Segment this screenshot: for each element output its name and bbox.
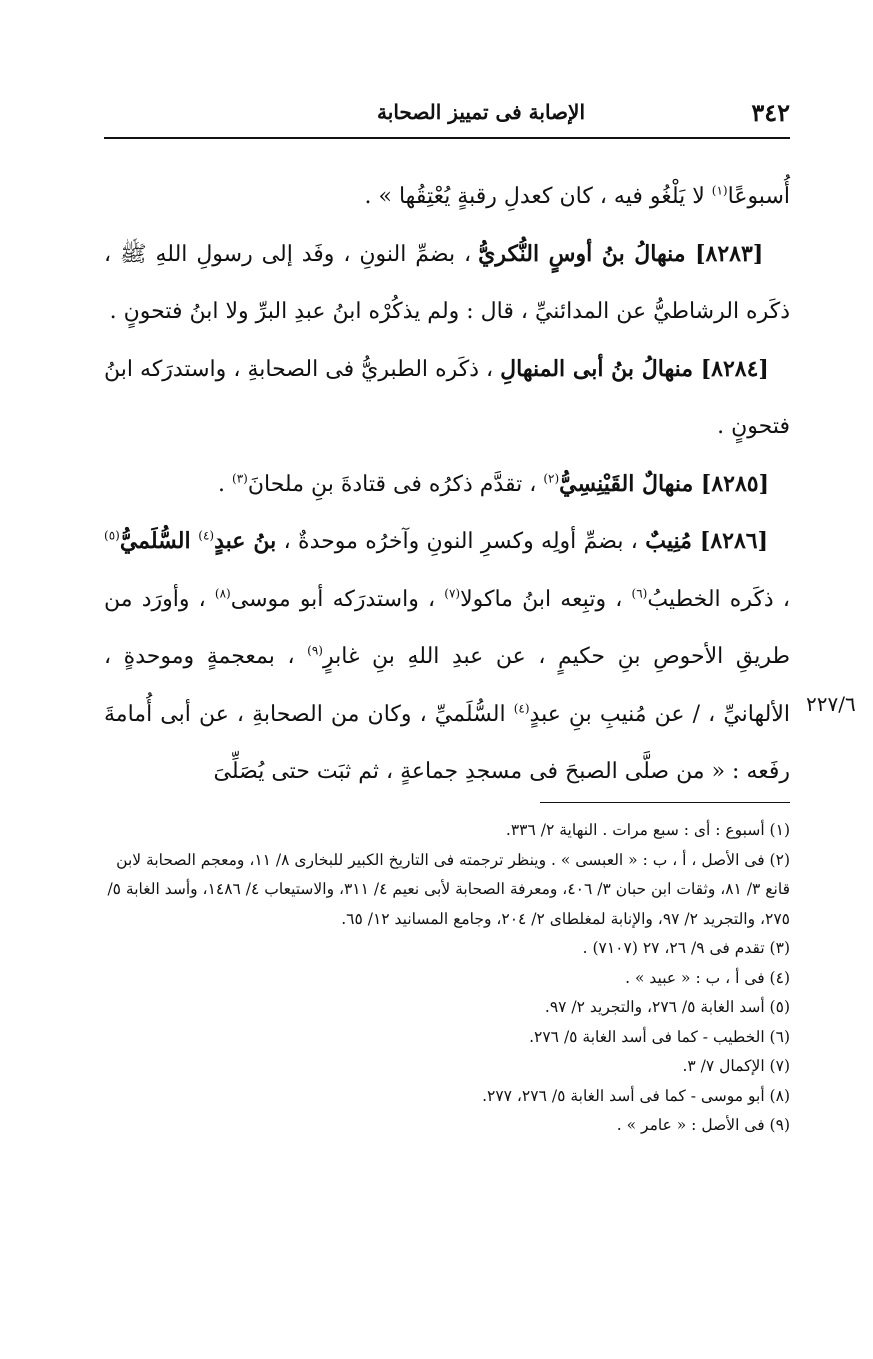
- footnote-ref: (٦): [631, 586, 648, 601]
- footnote-ref: (١): [711, 183, 728, 198]
- footnote: (٦) الخطيب - كما فى أسد الغابة ٥/ ٢٧٦.: [529, 1027, 790, 1046]
- page-number: ٣٤٢: [751, 98, 790, 127]
- footnote-ref: (٤): [513, 701, 530, 716]
- footnote-ref: (٥): [104, 528, 120, 543]
- footnote: (٣) تقدم فى ٩/ ٢٦، ٢٧ (٧١٠٧) .: [582, 939, 790, 957]
- entry-number: [٨٢٨٥]: [700, 470, 770, 497]
- header-rule: [104, 137, 790, 139]
- margin-volume-page-ref: ٢٢٧/٦: [806, 692, 856, 716]
- entry-8285: [٨٢٨٥] منهالٌ القَيْنِسِيُّ$^{(٢)}$ ، تقدَّم ذكرُه فى قتادةَ بنِ ملحانَ$^{(٣)}$ .: [218, 470, 770, 497]
- entry-8283: [٨٢٨٣] منهالُ بنُ أوسٍ النُّكريُّ ، بضمِّ النونِ ، وفَد إلى رسولِ اللهِ ﷺ ، ذكَره الرشاطيُّ عن المدائنيِّ ، قال : ولم يذكُرْه ابنُ عبدِ البرِّ ولا ابنُ فتحونٍ .: [104, 240, 790, 324]
- entry-number: [٨٢٨٦]: [699, 528, 769, 554]
- footnote: (٤) فى أ ، ب : « عبيد » .: [625, 968, 790, 987]
- entry-name: منهالٌ القَيْنِسِيُّ: [559, 470, 701, 497]
- footnote-ref: (٤): [198, 528, 215, 543]
- footnote-ref: (٨): [214, 586, 231, 601]
- footnote: (١) أسبوع : أى : سبع مرات . النهاية ٢/ ٣٣٦.: [505, 821, 790, 839]
- entry-8284: [٨٢٨٤] منهالُ بنُ أبى المنهالِ ، ذكَره الطبريُّ فى الصحابةِ ، واستدرَكه ابنُ فتحونٍ .: [104, 355, 790, 439]
- paragraph-continuation: أُسبوعًا$^{(١)}$ لا يَلْغُو فيه ، كان كعدلِ رقبةٍ يُعْتِقُها » .: [364, 183, 790, 209]
- entry-name: منهالُ بنُ أبى المنهالِ: [500, 355, 701, 382]
- footnote-ref: (٢): [543, 471, 560, 486]
- page-header: [104, 96, 790, 134]
- footnote: (٩) فى الأصل : « عامر » .: [616, 1116, 790, 1134]
- footnote-ref: (٩): [307, 643, 323, 658]
- entry-8286: [٨٢٨٦] مُنِيبٌ ، بضمِّ أولِه وكسرِ النونِ وآخرُه موحدةٌ ، بنُ عبدٍ$^{(٤)}$ السُّلَميُّ$^{(٥)}$ ، ذكَره الخطيبُ$^{(٦)}$ ، وتبِعه ابنُ ماكولا$^{(٧)}$ ، واستدرَكه أبو موسى$^{(٨)}$ ، وأورَد من طريقِ الأحوصِ بنِ حكيمٍ ، عن عبدِ اللهِ بنِ غابرٍ$^{(٩)}$ ، بمعجمةٍ وموحدةٍ ، الألهانيِّ ، / عن مُنيبِ بنِ عبدٍ$^{(٤)}$ السُّلَميِّ ، وكان من الصحابةِ ، عن أبى أُمامةَ رفَعه : « من صلَّى الصبحَ فى مسجدِ جماعةٍ ، ثم ثبَت حتى يُصَلِّىَ: [104, 528, 790, 784]
- entry-name: مُنِيبٌ: [645, 528, 700, 554]
- main-text: [104, 168, 790, 801]
- entry-number: [٨٢٨٣]: [695, 240, 764, 267]
- footnotes: [104, 816, 790, 1141]
- entry-number: [٨٢٨٤]: [700, 355, 769, 382]
- footnote: (٢) فى الأصل ، أ ، ب : « العبسى » . وينظر ترجمته فى التاريخ الكبير للبخارى ٨/ ١١، ومعجم الصحابة لابن قانع ٣/ ٨١، وثقات ابن حبان ٣/ ٤٠٦، ومعرفة الصحابة لأبى نعيم ٤/ ٣١١، والاستيعاب ٤/ ١٤٨٦، وأسد الغابة ٥/ ٢٧٥، والتجريد ٢/ ٩٧، والإنابة لمغلطاى ٢/ ٢٠٤، وجامع المسانيد ١٢/ ٦٥.: [107, 850, 790, 928]
- footnote: (٨) أبو موسى - كما فى أسد الغابة ٥/ ٢٧٦، ٢٧٧.: [482, 1086, 790, 1105]
- running-title: الإصابة فى تمييز الصحابة: [377, 100, 585, 124]
- footnote-ref: (٣): [232, 471, 248, 486]
- footnote-rule: [540, 802, 790, 803]
- footnote-ref: (٧): [444, 586, 461, 601]
- footnote: (٧) الإكمال ٧/ ٣.: [682, 1057, 790, 1075]
- footnote: (٥) أسد الغابة ٥/ ٢٧٦، والتجريد ٢/ ٩٧.: [544, 998, 790, 1016]
- entry-name: منهالُ بنُ أوسٍ النُّكريُّ: [478, 240, 696, 267]
